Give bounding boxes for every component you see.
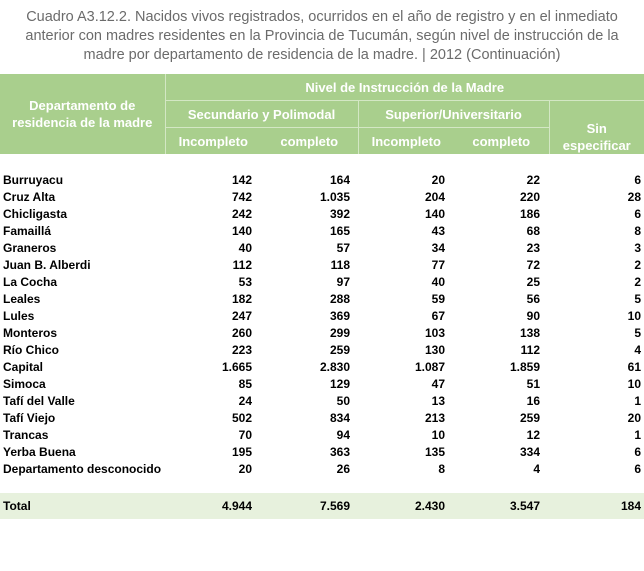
- row-department-name: Famaillá: [3, 223, 52, 238]
- row-value-cell: 242: [231, 206, 252, 221]
- row-department-name: Tafí del Valle: [3, 393, 75, 408]
- header-sin-line1: Sin: [586, 121, 607, 136]
- row-value-cell: 1: [634, 393, 642, 408]
- row-value-cell: 363: [329, 444, 350, 459]
- row-value-cell: 56: [526, 291, 540, 306]
- row-value-cell: 50: [336, 393, 350, 408]
- row-department-name: Tafí Viejo: [3, 410, 56, 425]
- row-value-cell: 182: [231, 291, 252, 306]
- row-value-cell: 12: [526, 427, 540, 442]
- row-department-name: Trancas: [3, 427, 49, 442]
- row-value-cell: 53: [238, 274, 252, 289]
- row-value-cell: 299: [329, 325, 350, 340]
- row-value-cell: 5: [634, 325, 642, 340]
- row-value-cell: 112: [232, 257, 252, 272]
- header-secundario-completo: completo: [261, 128, 358, 155]
- total-label: Total: [0, 493, 165, 519]
- row-value-cell: 2: [634, 257, 642, 272]
- row-value-cell: 51: [526, 376, 540, 391]
- births-table: [0, 74, 644, 519]
- row-value-cell: 70: [238, 427, 252, 442]
- row-department-name: Cruz Alta: [3, 189, 56, 204]
- row-department-name: Simoca: [3, 376, 46, 391]
- table-row: [0, 290, 644, 307]
- header-department-line2: residencia de la madre: [12, 115, 153, 130]
- table-body: [0, 154, 644, 477]
- row-value-cell: 40: [238, 240, 252, 255]
- row-value-cell: 118: [330, 257, 350, 272]
- row-value-cell: 97: [336, 274, 350, 289]
- row-department-name: Leales: [3, 291, 41, 306]
- header-department-line1: Departamento de: [29, 98, 136, 113]
- table-row: [0, 239, 644, 256]
- header-nivel-instruccion: Nivel de Instrucción de la Madre: [165, 74, 644, 101]
- row-value-cell: 8: [634, 223, 642, 238]
- row-value-cell: 259: [329, 342, 350, 357]
- row-value-cell: 1: [634, 427, 642, 442]
- row-department-name: Juan B. Alberdi: [3, 257, 91, 272]
- row-value-cell: 59: [431, 291, 445, 306]
- header-superior: Superior/Universitario: [358, 101, 549, 128]
- row-value-cell: 742: [231, 189, 252, 204]
- table-row: [0, 205, 644, 222]
- row-value-cell: 34: [431, 240, 445, 255]
- header-sin-especificar: [549, 101, 644, 155]
- total-cell: 7.569: [261, 493, 358, 519]
- total-cell: 4.944: [165, 493, 261, 519]
- row-value-cell: 1.087: [414, 359, 445, 374]
- table-caption: [0, 0, 644, 65]
- row-value-cell: 112: [520, 342, 540, 357]
- header-secundario-incompleto: Incompleto: [165, 128, 261, 155]
- row-value-cell: 57: [336, 240, 350, 255]
- row-value-cell: 77: [431, 257, 445, 272]
- row-value-cell: 502: [231, 410, 252, 425]
- row-value-cell: 4: [533, 461, 540, 476]
- row-department-name: Monteros: [3, 325, 57, 340]
- row-value-cell: 61: [627, 359, 642, 374]
- row-value-cell: 142: [231, 172, 252, 187]
- row-department-name: Graneros: [3, 240, 57, 255]
- row-value-cell: 334: [519, 444, 540, 459]
- row-department-name: Río Chico: [3, 342, 59, 357]
- table-row: [0, 324, 644, 341]
- row-value-cell: 68: [526, 223, 540, 238]
- table-row: [0, 188, 644, 205]
- row-value-cell: 20: [431, 172, 445, 187]
- row-value-cell: 10: [627, 308, 642, 323]
- row-value-cell: 47: [431, 376, 445, 391]
- total-cell: 184: [549, 493, 644, 519]
- row-value-cell: 5: [634, 291, 642, 306]
- table-row: [0, 171, 644, 188]
- row-value-cell: 204: [424, 189, 445, 204]
- header-superior-completo: completo: [454, 128, 549, 155]
- row-value-cell: 20: [238, 461, 252, 476]
- table-row: [0, 392, 644, 409]
- caption-line: madre por departamento de residencia de la madre. | 2012 (Continuación): [83, 47, 561, 63]
- row-value-cell: 1.035: [319, 189, 350, 204]
- row-value-cell: 140: [424, 206, 445, 221]
- row-value-cell: 22: [526, 172, 540, 187]
- row-value-cell: 94: [336, 427, 350, 442]
- table-row: [0, 443, 644, 460]
- row-value-cell: 140: [231, 223, 252, 238]
- total-row: [0, 493, 644, 519]
- row-value-cell: 40: [431, 274, 445, 289]
- row-value-cell: 186: [519, 206, 540, 221]
- caption-line: Cuadro A3.12.2. Nacidos vivos registrados, ocurridos en el año de registro y en el inmediato: [26, 9, 618, 25]
- row-value-cell: 129: [329, 376, 350, 391]
- row-value-cell: 90: [526, 308, 540, 323]
- row-value-cell: 2: [634, 274, 642, 289]
- row-value-cell: 67: [431, 308, 445, 323]
- row-value-cell: 138: [519, 325, 540, 340]
- row-department-name: La Cocha: [3, 274, 58, 289]
- row-value-cell: 10: [627, 376, 642, 391]
- row-value-cell: 25: [526, 274, 540, 289]
- table-row: [0, 375, 644, 392]
- row-value-cell: 220: [519, 189, 540, 204]
- row-department-name: Burruyacu: [3, 172, 64, 187]
- table-row: [0, 256, 644, 273]
- row-department-name: Lules: [3, 308, 35, 323]
- row-value-cell: 6: [634, 444, 642, 459]
- row-value-cell: 26: [336, 461, 350, 476]
- row-value-cell: 4: [634, 342, 642, 357]
- row-value-cell: 23: [526, 240, 540, 255]
- row-value-cell: 195: [231, 444, 252, 459]
- table-row: [0, 341, 644, 358]
- total-cell: 2.430: [358, 493, 454, 519]
- table-row: [0, 273, 644, 290]
- header-secundario: Secundario y Polimodal: [165, 101, 358, 128]
- row-value-cell: 392: [329, 206, 350, 221]
- row-value-cell: 3: [634, 240, 642, 255]
- row-value-cell: 16: [526, 393, 540, 408]
- row-value-cell: 164: [329, 172, 350, 187]
- row-department-name: Departamento desconocido: [3, 461, 162, 476]
- row-department-name: Capital: [3, 359, 44, 374]
- row-department-name: Chicligasta: [3, 206, 68, 221]
- header-department: [0, 74, 165, 154]
- row-department-name: Yerba Buena: [3, 444, 76, 459]
- total-cell: 3.547: [454, 493, 549, 519]
- row-value-cell: 213: [424, 410, 445, 425]
- row-value-cell: 72: [526, 257, 540, 272]
- row-value-cell: 6: [634, 461, 642, 476]
- header-sin-line2: especificar: [562, 138, 631, 153]
- row-value-cell: 20: [627, 410, 642, 425]
- row-value-cell: 24: [238, 393, 252, 408]
- table-row: [0, 460, 644, 477]
- table-row: [0, 222, 644, 239]
- row-value-cell: 1.859: [509, 359, 540, 374]
- row-value-cell: 369: [329, 308, 350, 323]
- row-value-cell: 2.830: [319, 359, 350, 374]
- row-value-cell: 43: [431, 223, 445, 238]
- caption-line: anterior con madres residentes en la Provincia de Tucumán, según nivel de instrucción de la: [25, 28, 619, 44]
- row-value-cell: 135: [424, 444, 445, 459]
- row-value-cell: 6: [634, 172, 642, 187]
- table-row: [0, 409, 644, 426]
- table-row: [0, 307, 644, 324]
- row-value-cell: 223: [231, 342, 252, 357]
- table-row: [0, 426, 644, 443]
- row-value-cell: 260: [231, 325, 252, 340]
- row-value-cell: 1.665: [221, 359, 252, 374]
- table-row: [0, 358, 644, 375]
- row-value-cell: 247: [231, 308, 252, 323]
- row-value-cell: 259: [519, 410, 540, 425]
- header-superior-incompleto: Incompleto: [358, 128, 454, 155]
- row-value-cell: 28: [627, 189, 642, 204]
- row-value-cell: 6: [634, 206, 642, 221]
- row-value-cell: 8: [438, 461, 445, 476]
- row-value-cell: 165: [329, 223, 350, 238]
- row-value-cell: 13: [431, 393, 445, 408]
- row-value-cell: 103: [424, 325, 445, 340]
- row-value-cell: 10: [431, 427, 445, 442]
- row-value-cell: 85: [238, 376, 252, 391]
- row-value-cell: 130: [424, 342, 445, 357]
- row-value-cell: 834: [329, 410, 350, 425]
- row-value-cell: 288: [329, 291, 350, 306]
